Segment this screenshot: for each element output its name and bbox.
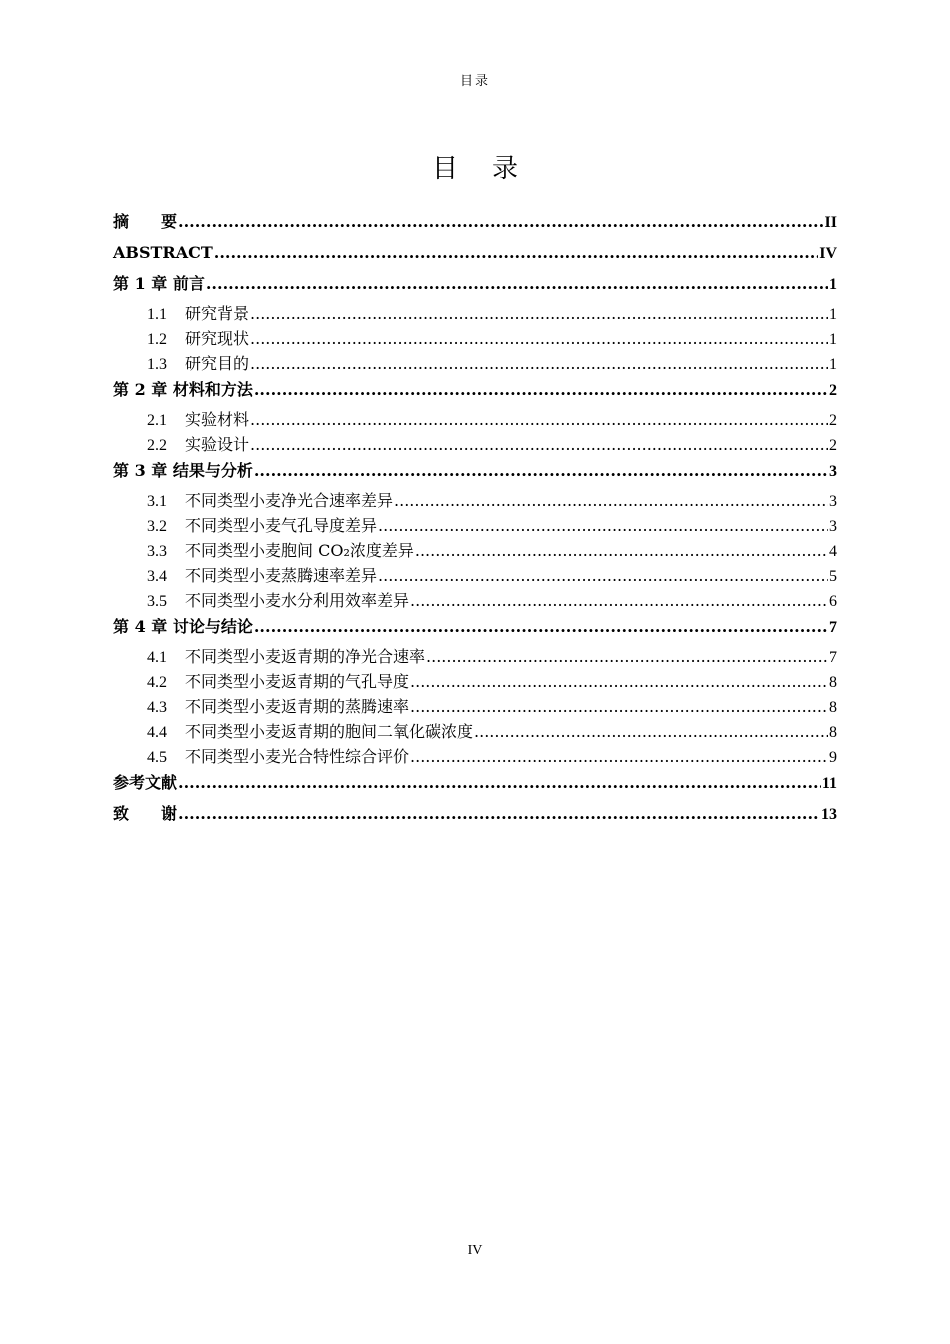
- toc-entry-label: 不同类型小麦净光合速率差异: [185, 491, 394, 510]
- toc-entry-page: 8: [829, 674, 837, 691]
- toc-section-entry[interactable]: [113, 644, 837, 669]
- toc-entry-label: 摘 要: [113, 212, 178, 231]
- dot-leader: [178, 769, 821, 797]
- toc-entry-number: 3.5: [147, 593, 167, 610]
- table-of-contents: [113, 208, 837, 831]
- toc-entry-label: 不同类型小麦胞间 CO₂浓度差异: [185, 541, 414, 560]
- toc-entry-page: 2: [829, 382, 837, 399]
- toc-entry-label: 不同类型小麦返青期的胞间二氧化碳浓度: [185, 722, 474, 741]
- page-number-footer: IV: [467, 1243, 483, 1258]
- toc-entry-label: 研究现状: [185, 329, 250, 348]
- toc-entry-label: 不同类型小麦返青期的蒸腾速率: [185, 697, 410, 716]
- dot-leader: [178, 208, 824, 236]
- toc-entry-page: 3: [829, 493, 837, 510]
- toc-entry-number: 1.2: [147, 331, 167, 348]
- toc-entry-number: 4.2: [147, 674, 167, 691]
- toc-chapter-entry[interactable]: [113, 457, 837, 488]
- dot-leader: [378, 513, 828, 538]
- toc-entry-page: 3: [829, 463, 837, 480]
- toc-section-entry[interactable]: [113, 538, 837, 563]
- dot-leader: [250, 301, 828, 326]
- toc-entry-label: 不同类型小麦返青期的气孔导度: [185, 672, 410, 691]
- toc-section-entry[interactable]: [113, 351, 837, 376]
- toc-entry-page: 7: [829, 619, 837, 636]
- toc-chapter-entry[interactable]: [113, 270, 837, 301]
- toc-entry-page: 8: [829, 724, 837, 741]
- toc-entry-page: 2: [829, 437, 837, 454]
- toc-entry-label: 第 2 章 材料和方法: [113, 380, 253, 399]
- page-title: 目录: [431, 154, 552, 184]
- toc-chapter-entry[interactable]: [113, 769, 837, 800]
- toc-section-entry[interactable]: [113, 719, 837, 744]
- dot-leader: [474, 719, 828, 744]
- toc-entry-label: 第 4 章 讨论与结论: [113, 617, 253, 636]
- toc-entry-page: 5: [829, 568, 837, 585]
- toc-chapter-entry[interactable]: [113, 239, 837, 270]
- toc-entry-page: IV: [819, 245, 837, 262]
- toc-entry-label: ABSTRACT: [113, 243, 213, 262]
- toc-section-entry[interactable]: [113, 301, 837, 326]
- toc-entry-label: 第 1 章 前言: [113, 274, 205, 293]
- toc-entry-number: 1.3: [147, 356, 167, 373]
- toc-entry-page: 1: [829, 331, 837, 348]
- dot-leader: [378, 563, 828, 588]
- toc-entry-page: II: [824, 214, 837, 231]
- toc-entry-label: 第 3 章 结果与分析: [113, 461, 253, 480]
- toc-entry-number: 3.1: [147, 493, 167, 510]
- toc-chapter-entry[interactable]: [113, 376, 837, 407]
- toc-entry-label: 实验材料: [185, 410, 250, 429]
- dot-leader: [394, 488, 828, 513]
- toc-entry-label: 不同类型小麦水分利用效率差异: [185, 591, 410, 610]
- toc-entry-number: 3.3: [147, 543, 167, 560]
- dot-leader: [410, 669, 828, 694]
- toc-chapter-entry[interactable]: [113, 613, 837, 644]
- toc-entry-number: 4.3: [147, 699, 167, 716]
- toc-entry-page: 1: [829, 356, 837, 373]
- toc-entry-label: 致 谢: [113, 804, 178, 823]
- toc-entry-label: 研究背景: [185, 304, 250, 323]
- dot-leader: [254, 457, 828, 485]
- dot-leader: [254, 613, 828, 641]
- toc-section-entry[interactable]: [113, 588, 837, 613]
- dot-leader: [206, 270, 828, 298]
- toc-entry-number: 4.5: [147, 749, 167, 766]
- dot-leader: [415, 538, 828, 563]
- toc-entry-number: 4.4: [147, 724, 167, 741]
- toc-chapter-entry[interactable]: [113, 800, 837, 831]
- toc-entry-page: 8: [829, 699, 837, 716]
- toc-section-entry[interactable]: [113, 407, 837, 432]
- toc-section-entry[interactable]: [113, 432, 837, 457]
- toc-entry-number: 2.1: [147, 412, 167, 429]
- toc-entry-label: 参考文献: [113, 773, 178, 792]
- toc-entry-label: 不同类型小麦光合特性综合评价: [185, 747, 410, 766]
- toc-entry-page: 7: [829, 649, 837, 666]
- toc-entry-number: 3.4: [147, 568, 167, 585]
- toc-section-entry[interactable]: [113, 513, 837, 538]
- toc-entry-page: 4: [829, 543, 837, 560]
- toc-entry-label: 不同类型小麦蒸腾速率差异: [185, 566, 378, 585]
- toc-entry-page: 6: [829, 593, 837, 610]
- toc-entry-page: 1: [829, 306, 837, 323]
- dot-leader: [250, 407, 828, 432]
- toc-section-entry[interactable]: [113, 488, 837, 513]
- toc-entry-page: 3: [829, 518, 837, 535]
- dot-leader: [214, 239, 818, 267]
- toc-entry-number: 1.1: [147, 306, 167, 323]
- running-header: 目录: [459, 74, 490, 89]
- toc-entry-label: 不同类型小麦气孔导度差异: [185, 516, 378, 535]
- dot-leader: [426, 644, 828, 669]
- toc-entry-label: 不同类型小麦返青期的净光合速率: [185, 647, 426, 666]
- toc-entry-page: 13: [821, 806, 837, 823]
- toc-entry-page: 11: [821, 775, 837, 792]
- toc-entry-label: 研究目的: [185, 354, 250, 373]
- toc-section-entry[interactable]: [113, 744, 837, 769]
- dot-leader: [178, 800, 820, 828]
- dot-leader: [254, 376, 828, 404]
- toc-section-entry[interactable]: [113, 326, 837, 351]
- toc-section-entry[interactable]: [113, 694, 837, 719]
- toc-entry-page: 2: [829, 412, 837, 429]
- toc-chapter-entry[interactable]: [113, 208, 837, 239]
- dot-leader: [250, 432, 828, 457]
- dot-leader: [410, 588, 828, 613]
- dot-leader: [250, 326, 828, 351]
- dot-leader: [410, 744, 828, 769]
- toc-entry-page: 1: [829, 276, 837, 293]
- toc-entry-number: 4.1: [147, 649, 167, 666]
- toc-section-entry[interactable]: [113, 563, 837, 588]
- dot-leader: [250, 351, 828, 376]
- toc-entry-number: 3.2: [147, 518, 167, 535]
- toc-entry-number: 2.2: [147, 437, 167, 454]
- dot-leader: [410, 694, 828, 719]
- toc-entry-label: 实验设计: [185, 435, 250, 454]
- toc-entry-page: 9: [829, 749, 837, 766]
- toc-section-entry[interactable]: [113, 669, 837, 694]
